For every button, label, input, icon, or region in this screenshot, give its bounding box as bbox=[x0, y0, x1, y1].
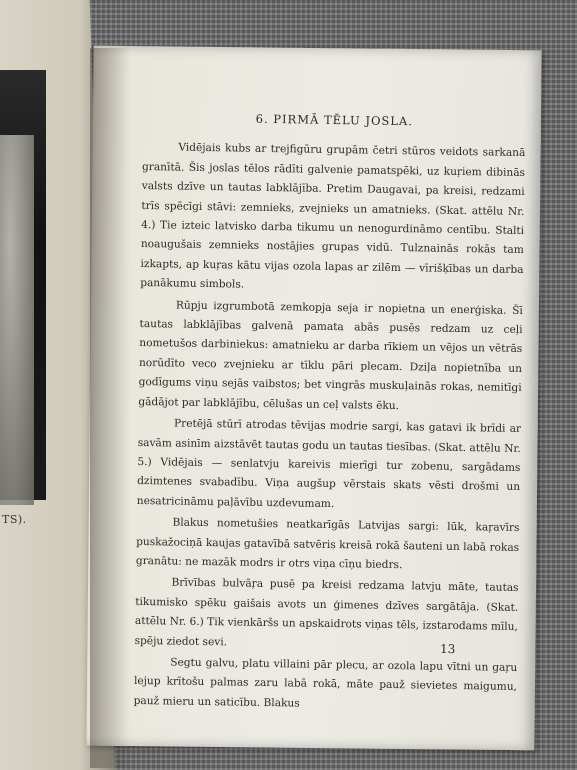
left-page-photo bbox=[0, 70, 46, 500]
paragraph: Blakus nometušies neatkarīgās Latvijas sargi: lūk, kaŗavīrs puskažociņā kaujas gatavībā satvēris kreisā rokā šauteni un labā rokas granātu: ne mazāk modrs ir otrs viņa cīņu biedrs. bbox=[135, 516, 520, 572]
paragraph: Segtu galvu, platu villaini pār plecu, ar ozola lapu vītni un gaŗu lejup krītošu palmas zaru labā rokā, māte pauž sievietes maigumu, pauž mieru un saticību. Blakus bbox=[133, 656, 518, 710]
paragraph: Vidējais kubs ar trejfigūru grupām četri stūros veidots sarkanā granītā. Šis joslas tēlos rādīti galvenie pamatspēki, uz kuŗiem dibinās valsts dzīve un tautas labklājība. Pretim Daugavai, pa kreisi, redzami trīs spēcīgi stāvi: zemnieks, zvejnieks un amatnieks. (Skat. attēlu Nr. 4.) Tie izteic latvisko darba tikumu un nenogurdināmo centību. Stalti noaugušais zemnieks nostājies grupas vidū. Tulznainās rokās tam izkapts, ap kuŗas kātu vijas ozola lapas ar zilēm — vīrišķības un darba panākumu simbols. bbox=[140, 141, 526, 291]
left-page-caption: TS). bbox=[2, 513, 27, 526]
paragraph: Brīvības bulvāŗa pusē pa kreisi redzama latvju māte, tautas tikumisko spēku gaišais avots un ģimenes dzīves sargātāja. (Skat. attēlu Nr. 6.) Tik vienkāršs un apskaidrots viņas tēls, izstarodams mīlu, spēju ziedot sevi. bbox=[134, 576, 519, 648]
paragraph: Rūpju izgrumbotā zemkopja seja ir nopietna un enerģiska. Šī tautas labklājības galvenā pamata abās pusēs redzam uz ceļi nometušos darbiniekus: amatnieku ar darba rīkiem un vējos un vētrās norūdīto veco zvejnieku ar tīklu pāri plecam. Dziļa nopietnība un godīgums viņu sejās vaibstos; bet vingrās muskuļainās rokas, nemitīgi gādājot par labklājību, cēlušas un ceļ valsts ēku. bbox=[138, 299, 523, 412]
paragraph: Pretējā stūrī atrodas tēvijas modrie sargi, kas gatavi ik brīdi ar savām asinīm aizstāvēt tautas godu un tautas tiesības. (Skat. attēlu Nr. 5.) Vidējais — senlatvju kareivis mierīgi tur zobenu, sargādams dzimtenes svabadību. Viņa augšup vērstais skats vēsti drošmi un nesatricināmu paļāvību uzdevumam. bbox=[136, 417, 522, 510]
page-number: 13 bbox=[439, 641, 456, 657]
page-content bbox=[134, 108, 526, 717]
photo-image bbox=[0, 135, 34, 505]
book-gutter-shadow bbox=[90, 48, 130, 768]
section-heading: 6. PIRMĀ TĒLU JOSLA. bbox=[255, 111, 414, 129]
